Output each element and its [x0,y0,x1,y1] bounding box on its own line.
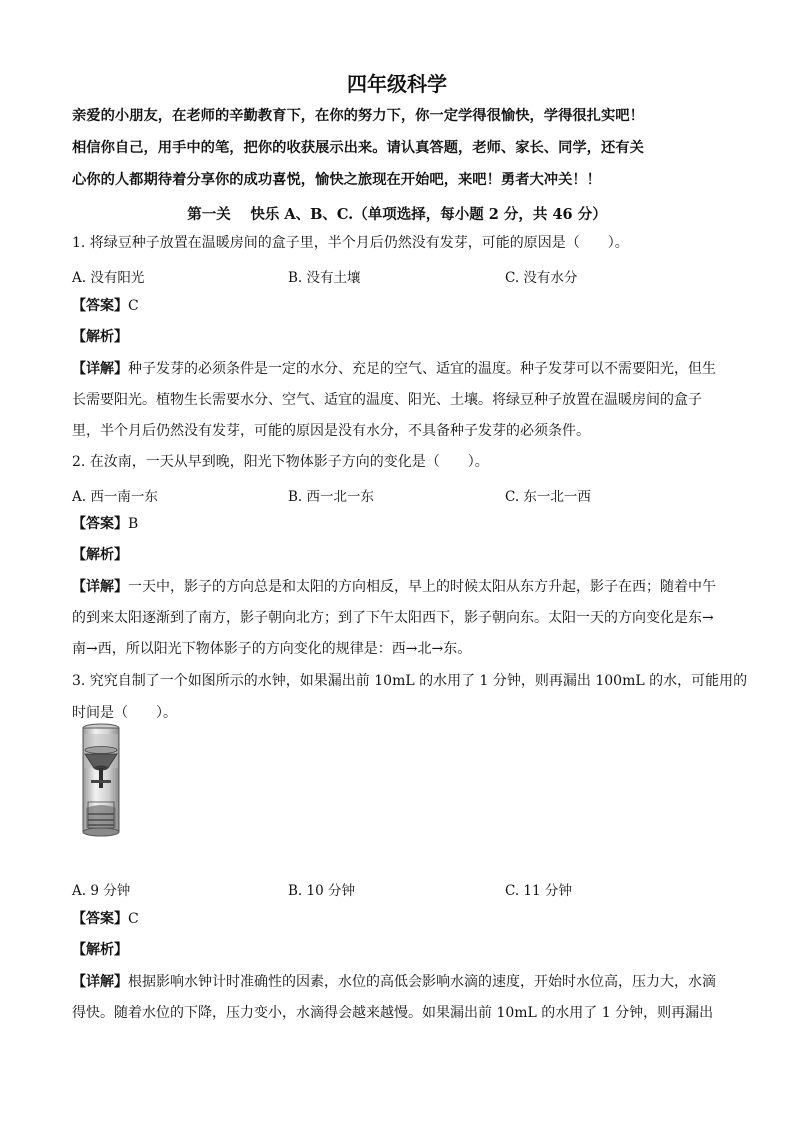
page-title: 四年级科学 [347,72,447,96]
answer-line [72,515,138,533]
detail-text: 根据影响水钟计时准确性的因素，水位的高低会影响水滴的速度，开始时水位高，压力大，水滴 [128,974,716,990]
option-c: C. 东一北一西 [505,489,591,505]
question-stem: 3. 究究自制了一个如图所示的水钟，如果漏出前 10mL 的水用了 1 分钟，则再漏出 100mL 的水，可能用的 [72,673,748,689]
detail-line [72,360,716,378]
answer-line [72,910,139,928]
detail-line [72,973,716,991]
option-b: B. 西一北一东 [288,489,375,505]
detail-text: 种子发芽的必须条件是一定的水分、充足的空气、适宜的温度。种子发芽可以不需要阳光，但生 [128,361,716,377]
detail-tag: 【详解】 [72,361,128,377]
answer-tag: 【答案】 [72,516,128,532]
intro-line: 亲爱的小朋友，在老师的辛勤教育下，在你的努力下，你一定学得很愉快，学得很扎实吧！ [72,108,644,124]
answer-value: C [128,298,139,314]
detail-tag: 【详解】 [72,974,128,990]
option-a: A. 西一南一东 [72,489,158,505]
answer-value: C [128,911,139,927]
option-b: B. 没有土壤 [288,270,361,286]
question-stem: 2. 在汝南，一天从早到晚，阳光下物体影子方向的变化是（ ）。 [72,454,489,470]
analysis-tag: 【解析】 [72,942,128,958]
detail-line: 得快。随着水位的下降，压力变小，水滴得会越来越慢。如果漏出前 10mL 的水用了 1 分钟，则再漏出 [72,1005,714,1021]
detail-tag: 【详解】 [72,579,128,595]
answer-tag: 【答案】 [72,911,128,927]
answer-value: B [128,516,139,532]
option-b: B. 10 分钟 [288,883,355,899]
intro-line: 相信你自己，用手中的笔，把你的收获展示出来。请认真答题，老师、家长、同学，还有关 [72,140,644,156]
question-stem: 1. 将绿豆种子放置在温暖房间的盒子里，半个月后仍然没有发芽，可能的原因是（ ）。 [72,235,629,251]
detail-line: 长需要阳光。植物生长需要水分、空气、适宜的温度、阳光、土壤。将绿豆种子放置在温暖房间的盒子 [72,392,702,408]
analysis-tag: 【解析】 [72,547,128,563]
detail-line [72,578,716,596]
analysis-tag: 【解析】 [72,329,128,345]
detail-line: 的到来太阳逐渐到了南方，影子朝向北方；到了下午太阳西下，影子朝向东。太阳一天的方向变化是东→ [72,610,714,626]
detail-line: 南→西，所以阳光下物体影子的方向变化的规律是：西→北→东。 [72,641,472,657]
question-stem: 时间是（ ）。 [72,705,177,721]
option-c: C. 11 分钟 [505,883,572,899]
answer-tag: 【答案】 [72,298,128,314]
detail-text: 一天中，影子的方向总是和太阳的方向相反，早上的时候太阳从东方升起，影子在西；随着中午 [128,579,716,595]
intro-line: 心你的人都期待着分享你的成功喜悦，愉快之旅现在开始吧，来吧！勇者大冲关！！ [72,172,601,188]
option-a: A. 没有阳光 [72,270,145,286]
answer-line [72,297,139,315]
option-a: A. 9 分钟 [72,883,131,899]
water-clock-figure [80,722,122,840]
option-c: C. 没有水分 [505,270,578,286]
section-title: 第一关 快乐 A、B、C.（单项选择，每小题 2 分，共 46 分） [187,206,607,223]
detail-line: 里，半个月后仍然没有发芽，可能的原因是没有水分，不具备种子发芽的必须条件。 [72,423,590,439]
